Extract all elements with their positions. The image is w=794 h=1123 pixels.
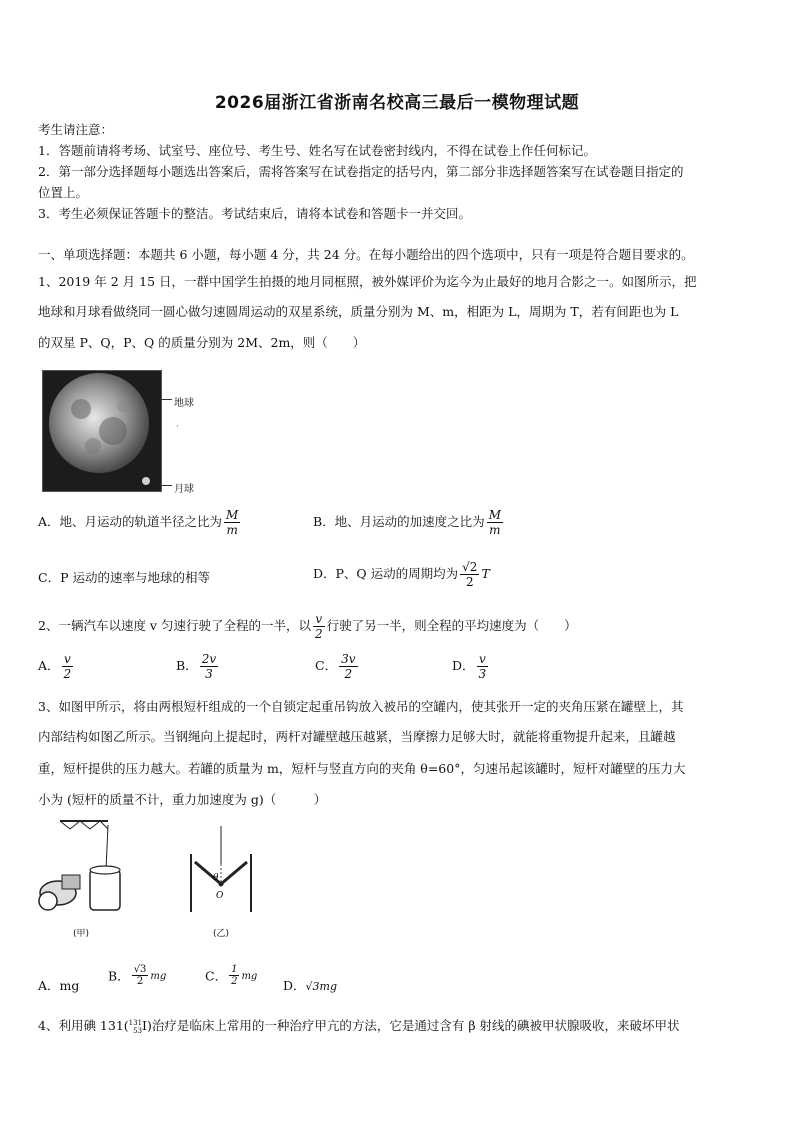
q1-option-c: C．P 运动的速率与地球的相等: [38, 570, 210, 585]
label-moon: 月球: [174, 484, 194, 495]
q2-stem: 2、一辆汽车以速度 v 匀速行驶了全程的一半，以 $\frac{v}{2}$ 行驶了另一半，则全程的平均速度为（ ）: [38, 612, 577, 641]
q4-line-1: 4、利用碘 131( 131 53 I)治疗是临床上常用的一种治疗甲亢的方法，它是通过含有 β 射线的碘被甲状腺吸收，来破坏甲状: [38, 1018, 680, 1035]
earth-disc: [49, 373, 149, 473]
figure-o-label: O: [216, 891, 224, 901]
exam-page: 2026届浙江省浙南名校高三最后一模物理试题 考生请注意： 1．答题前请将考场、试室号、座位号、考生号、姓名写在试卷密封线内，不得在试卷上作任何标记。 2．第一部分选择题每小题选出答案后，需将答案写在试卷指定的括号内，第二部分非选择题答案写在试卷题目指定的 位置上。 3．考生必须保证答题卡的整洁。考试结束后，请将本试卷和答题卡一并交回。 一、单项选择题：本题共 6 小题，每小题 4 分，共 24 分。在每小题给出的四个选项中，只有一项是符合题目要求的。 1、2019 年 2 月 15 日，一群中国学生拍摄的地月同框照，被外媒评价为迄今为止最好的地月合影之一。如图所示，把 地球和月球看做绕同一圆心做匀速圆周运动的双星系统，质量分别为 M、m，相距为 L，周期为 T，若有间距也为 L 的双星 P、Q，P、Q 的质量分别为 2M、2m，则（ ） 地球 月球 · A．地、月运动的轨道半径之比为 $\frac{M}{m}$ B．地、月运动的加速度之比为 $\frac{M}{m}$ C．P 运动的速率与地球的相等 D．P、Q 运动的周期均为 $\frac{√2}{2}$ T 2、一辆汽车以速度 v 匀速行驶了全程的一半，以 $\frac{v}{2}$ 行驶了另一半，则全程的平均速度为（ ） A． $\frac{v}{2}$ B． $\frac{2v}{3}$ C． $\frac{3v}{2}$ D． $\frac{v}{3}$ 3、如图甲所示，将由两根短杆组成的一个自锁定起重吊钩放入被吊的空罐内，使其张开一定的夹角压紧在罐壁上，其 内部结构如图乙所示。当钢绳向上提起时，两杆对罐壁越压越紧，当摩擦力足够大时，就能将重物提升起来，且罐越 重，短杆提供的压力越大。若罐的质量为 m，短杆与竖直方向的夹角 θ=60°，匀速吊起该罐时，短杆对罐壁的压力大 小为 (短杆的质量不计，重力加速度为 g)（ ） (甲) θ O (乙) A．mg B． $\frac{√3}{2}$ mg C． $\frac{1}{2}$ mg D．√3mg 4、利用碘 131( 131 53 I)治疗是临床上常用的一种治疗甲亢的方法，它是通过含有 β 射线的碘被甲状腺吸收，来破坏甲状: [0, 0, 794, 1123]
q3-line-2: 内部结构如图乙所示。当钢绳向上提起时，两杆对罐壁越压越紧，当摩擦力足够大时，就能将重物提升起来，且罐越: [38, 729, 676, 744]
moon-pointer-line: [160, 485, 172, 486]
q2-option-c: C． $\frac{3v}{2}$: [315, 652, 356, 681]
q2-option-a: A． $\frac{v}{2}$: [38, 652, 72, 681]
q3-line-3: 重，短杆提供的压力越大。若罐的质量为 m，短杆与竖直方向的夹角 θ=60°，匀速吊起该罐时，短杆对罐壁的压力大: [38, 761, 686, 776]
figure-jia-caption: (甲): [73, 929, 90, 939]
figure-crane-jia: [36, 815, 146, 925]
label-earth: 地球: [174, 398, 194, 409]
q3-option-d: D．√3mg: [283, 978, 338, 993]
notice-item-1: 1．答题前请将考场、试室号、座位号、考生号、姓名写在试卷密封线内，不得在试卷上作任何标记。: [38, 143, 596, 158]
figure-theta-label: θ: [213, 873, 219, 883]
q3-line-1: 3、如图甲所示，将由两根短杆组成的一个自锁定起重吊钩放入被吊的空罐内，使其张开一定的夹角压紧在罐壁上，其: [38, 699, 684, 714]
earth-moon-photo: [42, 370, 162, 492]
page-title: 2026届浙江省浙南名校高三最后一模物理试题: [214, 93, 580, 113]
moon-dot: [142, 477, 150, 485]
q3-option-c: C． $\frac{1}{2}$ mg: [205, 964, 258, 987]
earth-pointer-line: [160, 399, 172, 400]
figure-yi-caption: (乙): [213, 929, 230, 939]
q3-option-a: A．mg: [38, 978, 80, 993]
q3-line-4: 小为 (短杆的质量不计，重力加速度为 g)（ ）: [38, 792, 327, 807]
q1-option-b: B．地、月运动的加速度之比为 $\frac{M}{m}$: [313, 508, 501, 537]
notice-heading: 考生请注意：: [38, 122, 114, 137]
q1-option-d: D．P、Q 运动的周期均为 $\frac{√2}{2}$ T: [313, 560, 490, 589]
q2-option-b: B． $\frac{2v}{3}$: [176, 652, 217, 681]
notice-item-2: 2．第一部分选择题每小题选出答案后，需将答案写在试卷指定的括号内，第二部分非选择题答案写在试卷题目指定的: [38, 164, 684, 179]
notice-item-2-cont: 位置上。: [38, 185, 89, 200]
q2-option-d: D． $\frac{v}{3}$: [452, 652, 487, 681]
q1-line-3: 的双星 P、Q，P、Q 的质量分别为 2M、2m，则（ ）: [38, 335, 366, 350]
section-heading: 一、单项选择题：本题共 6 小题，每小题 4 分，共 24 分。在每小题给出的四个选项中，只有一项是符合题目要求的。: [38, 247, 694, 262]
q1-option-a: A．地、月运动的轨道半径之比为 $\frac{M}{m}$: [38, 508, 239, 537]
notice-item-3: 3．考生必须保证答题卡的整洁。考试结束后，请将本试卷和答题卡一并交回。: [38, 206, 471, 221]
earth-moon-image: [43, 371, 161, 491]
figure-hook-yi: [183, 824, 263, 916]
q3-option-b: B． $\frac{√3}{2}$ mg: [108, 964, 167, 987]
q1-line-2: 地球和月球看做绕同一圆心做匀速圆周运动的双星系统，质量分别为 M、m，相距为 L，周期为 T，若有间距也为 L: [38, 304, 679, 319]
q1-line-1: 1、2019 年 2 月 15 日，一群中国学生拍摄的地月同框照，被外媒评价为迄今为止最好的地月合影之一。如图所示，把: [38, 274, 697, 289]
